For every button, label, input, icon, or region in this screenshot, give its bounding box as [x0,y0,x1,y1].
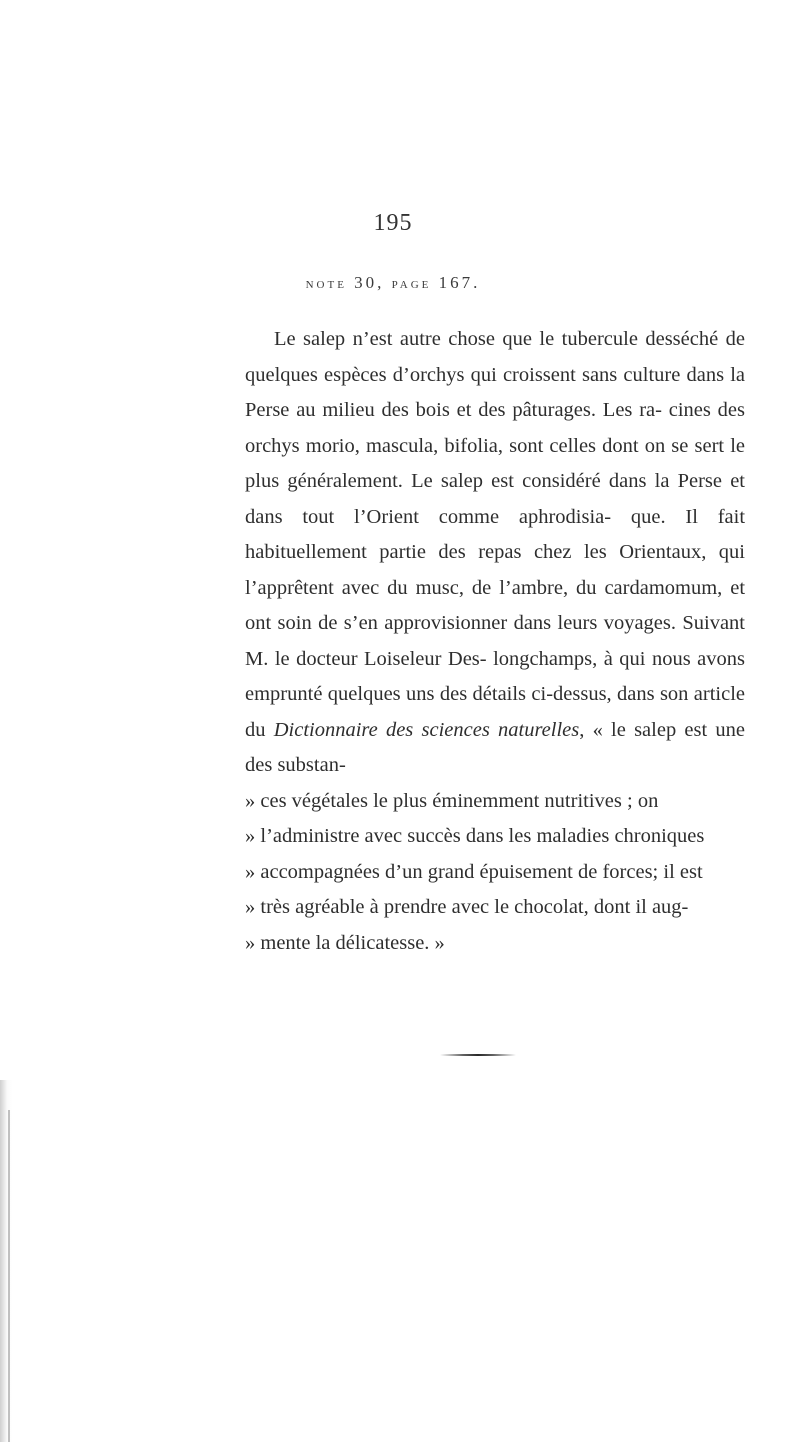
quote-line: » accompagnées d’un grand épuisement de forces; il est [245,860,703,883]
text-line: Le salep n’est autre chose que le tubercule desséché de [274,328,745,350]
text-line: , « le salep est une des substan- [245,718,745,776]
text-line: longchamps, à qui nous avons emprunté quelques uns [245,647,745,705]
note-heading [0,273,786,293]
page-number: 195 [373,210,413,236]
quote-line: » très agréable à prendre avec le chocolat, dont il aug- [245,896,689,918]
text-line: dans la Perse et dans tout l’Orient comme aphrodisia- [245,470,745,528]
book-title-part-2: des sciences naturelles [385,718,580,741]
quote-line: » l’administre avec succès dans les maladies chroniques [245,825,705,847]
text-line: Orientaux, qui l’apprêtent avec du musc, de l’ambre, du [245,541,745,599]
text-line: on se sert le plus généralement. Le salep est considéré [245,434,745,492]
text-line: dans la Perse au milieu des bois et des pâturages. Les ra- [245,363,745,421]
page-reference: 167. [438,273,481,292]
quote-line: » mente la délicatesse. » [245,931,445,954]
page-label: PAGE [391,279,432,291]
note-paragraph [245,322,745,961]
text-line: leurs voyages. Suivant M. le docteur Loiseleur Des- [245,612,746,670]
text-line: que. Il fait habituellement partie des repas chez les [245,505,746,563]
text-line: cardamomum, et ont soin de s’en approvisionner dans [245,576,746,634]
text-line: cines des orchys morio, mascula, bifolia, sont celles dont [245,399,745,457]
quote-line: » ces végétales le plus éminemment nutritives ; on [245,789,659,812]
text-line: quelques espèces d’orchys qui croissent sans culture [245,363,681,386]
page-edge-line [8,1110,10,1442]
note-text [245,322,745,961]
page-edge-shadow [0,1080,12,1442]
book-title-part-1: Dictionnaire [273,718,378,741]
note-number: 30, [354,273,385,292]
text-line: des détails ci-dessus, dans son article du [245,683,746,741]
end-divider [440,1054,516,1056]
note-label: NOTE [305,279,347,291]
